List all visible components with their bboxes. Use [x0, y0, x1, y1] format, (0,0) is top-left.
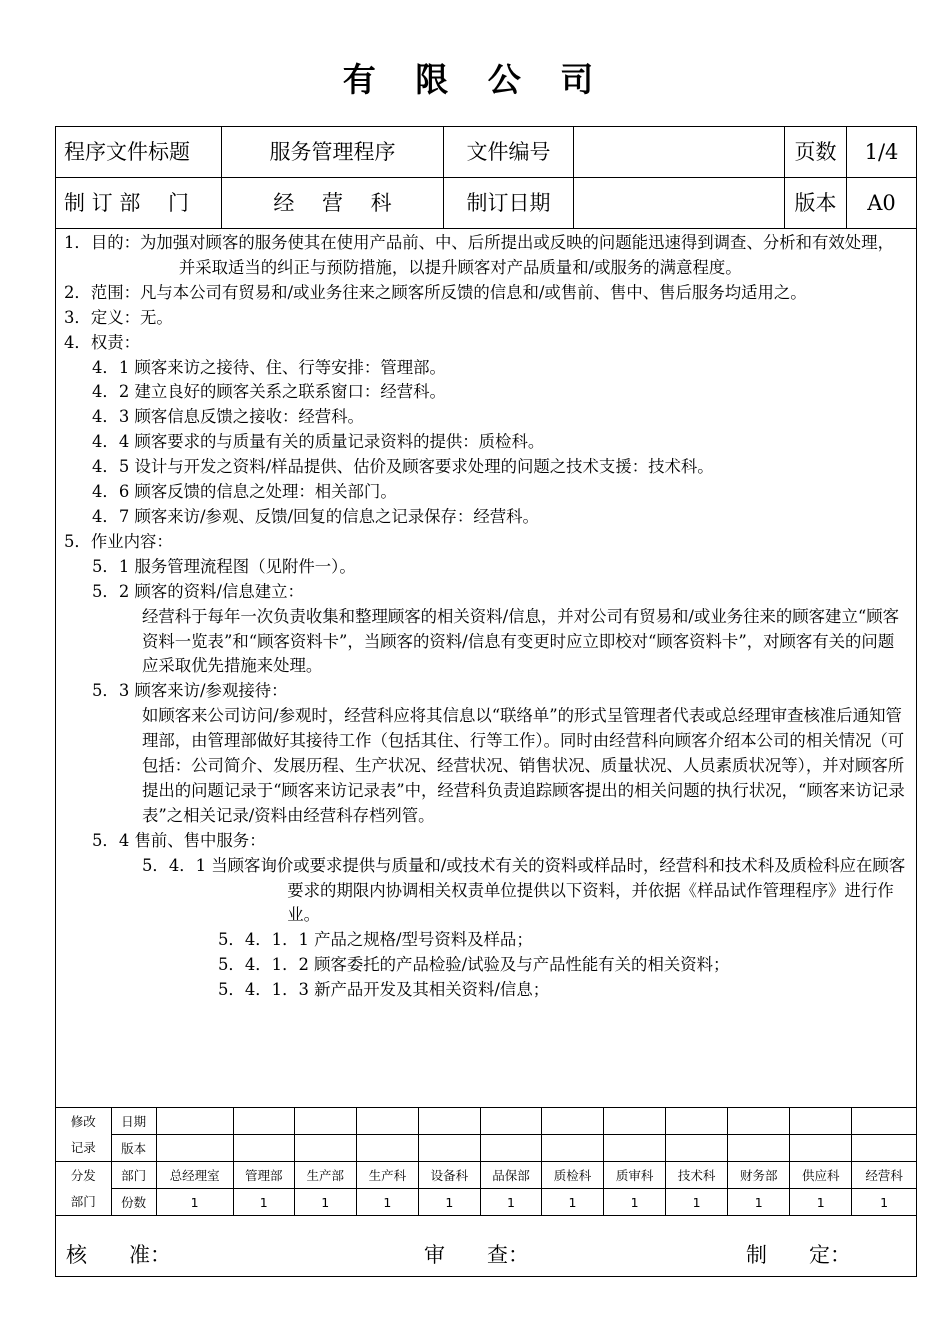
revision-version-cell — [542, 1135, 604, 1162]
distribution-dept-cell: 生产部 — [294, 1162, 356, 1189]
paragraph-text: 顾客要求的与质量有关的质量记录资料的提供：质检科。 — [134, 432, 545, 452]
revision-version-row — [56, 1135, 916, 1162]
revision-date-cell — [356, 1108, 418, 1135]
document-frame — [55, 126, 917, 1277]
body-paragraph — [64, 505, 910, 530]
body-paragraph — [64, 829, 910, 854]
title-label: 程序文件标题 — [56, 127, 222, 177]
body-paragraph — [64, 306, 910, 331]
paragraph-text: 设计与开发之资料/样品提供、估价及顾客要求处理的问题之技术支援：技术科。 — [134, 457, 714, 477]
distribution-dept-cell: 质审科 — [604, 1162, 666, 1189]
body-paragraph — [64, 430, 910, 455]
paragraph-text: 建立良好的顾客关系之联系窗口：经营科。 — [134, 382, 446, 402]
paragraph-number: 4．7 — [92, 506, 135, 526]
revision-version-cell — [156, 1135, 233, 1162]
body-paragraph — [64, 356, 910, 381]
revision-label-bottom: 记录 — [70, 1139, 96, 1155]
distribution-copies-cell: 1 — [418, 1189, 480, 1216]
revision-date-cell — [294, 1108, 356, 1135]
revision-date-cell — [604, 1108, 666, 1135]
distribution-copies-cell: 1 — [480, 1189, 541, 1216]
page-value: 1/4 — [864, 140, 899, 164]
paragraph-text: 新产品开发及其相关资料/信息； — [314, 980, 550, 1000]
distribution-dept-cell: 生产科 — [356, 1162, 418, 1189]
version-label: 版本 — [785, 178, 847, 228]
revision-label — [56, 1108, 111, 1162]
body-paragraph — [64, 555, 910, 580]
distribution-label — [56, 1162, 111, 1216]
prepare-signature: 制 定： — [746, 1243, 851, 1267]
dept-value: 经 营 科 — [222, 178, 444, 228]
distribution-copies-row — [56, 1189, 916, 1216]
paragraph-number: 5．4．1．2 — [218, 955, 315, 975]
dept-label: 制 订 部 门 — [56, 178, 222, 228]
body-paragraph — [64, 580, 910, 605]
revision-date-cell — [418, 1108, 480, 1135]
distribution-dept-cell: 设备科 — [418, 1162, 480, 1189]
revision-date-cell — [233, 1108, 294, 1135]
revision-version-label: 版本 — [111, 1135, 156, 1162]
paragraph-text: 顾客的资料/信息建立： — [134, 581, 304, 601]
paragraph-text: 定义：无。 — [90, 307, 173, 327]
distribution-dept-label: 部门 — [111, 1162, 156, 1189]
procedure-body — [64, 231, 910, 1003]
paragraph-text: 顾客委托的产品检验/试验及与产品性能有关的相关资料； — [314, 955, 730, 975]
revision-version-cell — [294, 1135, 356, 1162]
revision-version-cell — [418, 1135, 480, 1162]
revision-date-row — [56, 1108, 916, 1135]
paragraph-number: 1． — [64, 233, 91, 252]
paragraph-text: 如顾客来公司访问/参观时，经营科应将其信息以“联络单”的形式呈管理者代表或总经理审查核准后通知管理部，由管理部做好其接待工作（包括其住、行等工作）。同时由经营科向顾客介绍本公司的相关情况（可包括：公司简介、发展历程、生产状况、经营状况、销售状况、质量状况、人员素质状况等），并对顾客所提出的问题记录于“顾客来访记录表”中，经营科负责追踪顾客提出的相关问题的执行状况，“顾客来访记录表”之相关记录/资料由经营科存档列管。 — [142, 706, 905, 825]
paragraph-text: 范围：凡与本公司有贸易和/或业务往来之顾客所反馈的信息和/或售前、售中、售后服务均适用之。 — [90, 282, 807, 302]
review-signature: 审 查： — [424, 1243, 529, 1267]
doc-number-label: 文件编号 — [444, 127, 574, 177]
paragraph-text: 作业内容： — [90, 531, 173, 551]
title-value: 服务管理程序 — [222, 127, 444, 177]
date-label: 制订日期 — [444, 178, 574, 228]
revision-version-cell — [480, 1135, 541, 1162]
distribution-copies-cell: 1 — [542, 1189, 604, 1216]
paragraph-text: 服务管理流程图（见附件一）。 — [134, 556, 356, 576]
doc-number-value — [574, 127, 785, 177]
body-paragraph — [64, 480, 910, 505]
revision-version-cell — [728, 1135, 790, 1162]
distribution-dept-cell: 供应科 — [790, 1162, 852, 1189]
distribution-dept-cell: 经营科 — [852, 1162, 916, 1189]
distribution-copies-cell: 1 — [356, 1189, 418, 1216]
paragraph-text: 顾客来访之接待、住、行等安排：管理部。 — [134, 357, 446, 377]
paragraph-number: 5．1 — [92, 556, 135, 576]
revision-version-cell — [604, 1135, 666, 1162]
paragraph-number: 4．5 — [92, 457, 135, 477]
paragraph-text: 权责： — [90, 332, 140, 352]
distribution-copies-cell: 1 — [728, 1189, 790, 1216]
revision-date-cell — [852, 1108, 916, 1135]
distribution-copies-cell: 1 — [666, 1189, 728, 1216]
revision-version-cell — [790, 1135, 852, 1162]
body-paragraph — [64, 605, 910, 680]
revision-label-top: 修改 — [70, 1113, 96, 1129]
distribution-label-top: 分发 — [70, 1167, 96, 1183]
paragraph-text: 售前、售中服务： — [134, 830, 266, 850]
body-paragraph — [64, 455, 910, 480]
distribution-label-bottom: 部门 — [70, 1193, 96, 1209]
page-label: 页数 — [785, 127, 847, 177]
paragraph-text: 顾客反馈的信息之处理：相关部门。 — [134, 482, 397, 502]
paragraph-number: 4．3 — [92, 407, 135, 427]
distribution-copies-cell: 1 — [156, 1189, 233, 1216]
paragraph-text: 当顾客询价或要求提供与质量和/或技术有关的资料或样品时，经营科和技术科及质检科应在顾客要求的期限内协调相关权责单位提供以下资料，并依据《样品试作管理程序》进行作业。 — [211, 855, 906, 925]
paragraph-number: 4．4 — [92, 432, 135, 452]
body-paragraph — [64, 978, 910, 1003]
distribution-copies-cell: 1 — [852, 1189, 916, 1216]
distribution-copies-label: 份数 — [111, 1189, 156, 1216]
paragraph-number: 5． — [64, 531, 91, 551]
body-paragraph — [64, 380, 910, 405]
revision-version-cell — [852, 1135, 916, 1162]
body-paragraph — [64, 530, 910, 555]
paragraph-text: 经营科于每年一次负责收集和整理顾客的相关资料/信息，并对公司有贸易和/或业务往来的顾客建立“顾客资料一览表”和“顾客资料卡”，当顾客的资料/信息有变更时应立即校对“顾客资料卡”，对顾客有关的问题应采取优先措施来处理。 — [142, 606, 899, 676]
paragraph-number: 4． — [64, 332, 91, 352]
body-paragraph — [64, 679, 910, 704]
version-value: A0 — [867, 191, 896, 215]
paragraph-number: 4．2 — [92, 382, 135, 402]
paragraph-number: 5．3 — [92, 681, 135, 701]
distribution-dept-cell: 财务部 — [728, 1162, 790, 1189]
distribution-dept-row — [56, 1162, 916, 1189]
header-row-2 — [56, 178, 916, 229]
paragraph-number: 4．6 — [92, 482, 135, 502]
revision-date-cell — [156, 1108, 233, 1135]
body-paragraph — [64, 953, 910, 978]
paragraph-text: 顾客来访/参观接待： — [134, 681, 288, 701]
distribution-dept-cell: 技术科 — [666, 1162, 728, 1189]
header-row-1 — [56, 127, 916, 178]
paragraph-text: 顾客来访/参观、反馈/回复的信息之记录保存：经营科。 — [134, 506, 539, 526]
body-paragraph — [64, 928, 910, 953]
body-paragraph — [64, 405, 910, 430]
body-paragraph — [64, 231, 910, 281]
paragraph-number: 2． — [64, 282, 91, 302]
revision-date-label: 日期 — [111, 1108, 156, 1135]
revision-date-cell — [480, 1108, 541, 1135]
revision-version-cell — [356, 1135, 418, 1162]
paragraph-text: 产品之规格/型号资料及样品； — [314, 930, 533, 950]
distribution-copies-cell: 1 — [233, 1189, 294, 1216]
company-name: 有 限 公 司 — [342, 60, 608, 99]
distribution-copies-cell: 1 — [294, 1189, 356, 1216]
paragraph-number: 5．4．1 — [142, 855, 212, 875]
distribution-copies-cell: 1 — [790, 1189, 852, 1216]
distribution-dept-cell: 质检科 — [542, 1162, 604, 1189]
distribution-dept-cell: 总经理室 — [156, 1162, 233, 1189]
body-paragraph — [64, 854, 910, 929]
distribution-copies-cell: 1 — [604, 1189, 666, 1216]
revision-version-cell — [666, 1135, 728, 1162]
revision-date-cell — [728, 1108, 790, 1135]
paragraph-number: 3． — [64, 307, 91, 327]
approve-signature: 核 准： — [66, 1243, 171, 1267]
body-paragraph — [64, 704, 910, 829]
distribution-dept-cell: 管理部 — [233, 1162, 294, 1189]
paragraph-text: 顾客信息反馈之接收：经营科。 — [134, 407, 364, 427]
body-paragraph — [64, 331, 910, 356]
paragraph-number: 5．4．1．1 — [218, 930, 315, 950]
body-paragraph — [64, 281, 910, 306]
paragraph-number: 5．4．1．3 — [218, 980, 315, 1000]
date-value — [574, 178, 785, 228]
revision-date-cell — [666, 1108, 728, 1135]
distribution-dept-cell: 品保部 — [480, 1162, 541, 1189]
paragraph-number: 5．2 — [92, 581, 135, 601]
paragraph-text: 目的：为加强对顾客的服务使其在使用产品前、中、后所提出或反映的问题能迅速得到调查、分析和有效处理，并采取适当的纠正与预防措施，以提升顾客对产品质量和/或服务的满意程度。 — [90, 233, 894, 277]
paragraph-number: 5．4 — [92, 830, 135, 850]
revision-distribution-table — [56, 1107, 916, 1216]
revision-version-cell — [233, 1135, 294, 1162]
revision-date-cell — [790, 1108, 852, 1135]
revision-date-cell — [542, 1108, 604, 1135]
paragraph-number: 4．1 — [92, 357, 135, 377]
